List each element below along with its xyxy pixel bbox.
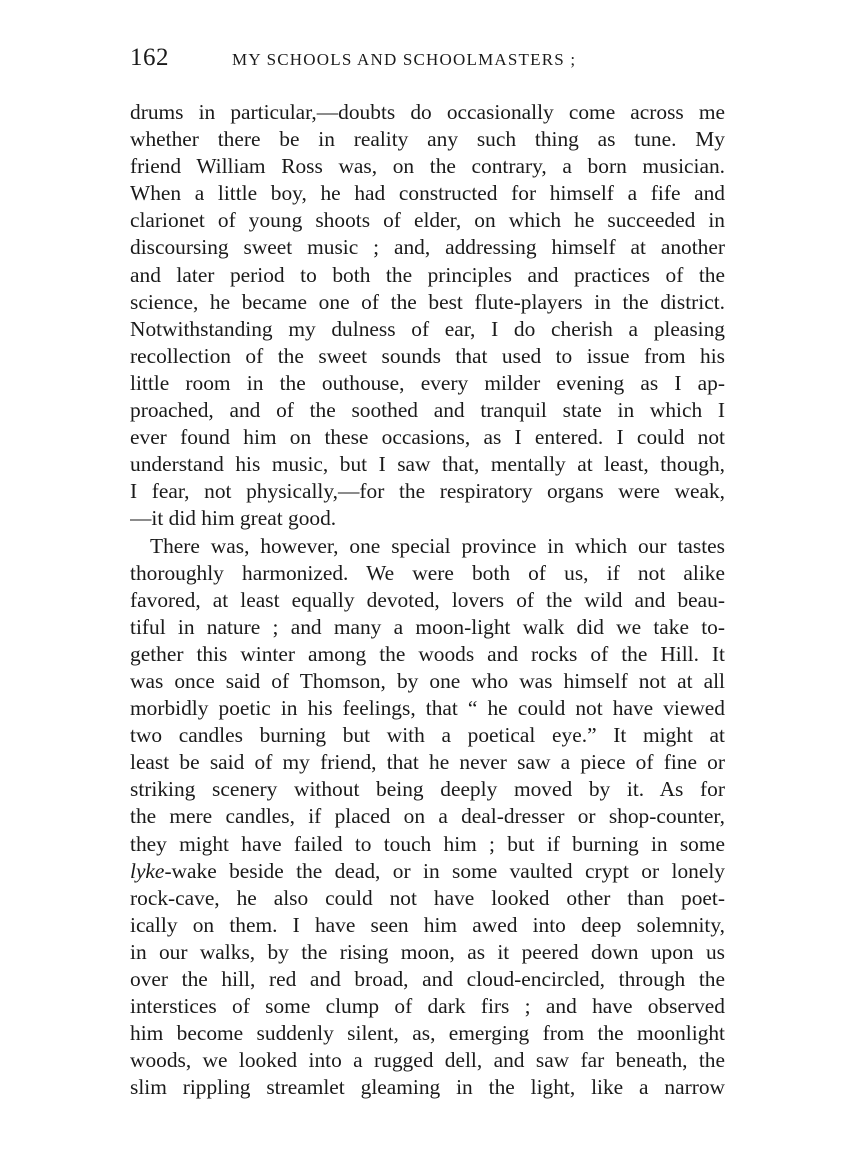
text-line: over the hill, red and broad, and cloud-encircled, through the	[130, 967, 725, 991]
text-line: There was, however, one special province in which our tastes	[150, 533, 725, 558]
text-line: two candles burning but with a poetical eye.” It might at	[130, 723, 725, 748]
book-page	[130, 42, 725, 1101]
text-line: I fear, not physically,—for the respiratory organs were weak,	[130, 479, 725, 504]
body-text	[130, 99, 725, 1101]
text-line: thoroughly harmonized. We were both of us, if not alike	[130, 560, 725, 585]
text-line: morbidly poetic in his feelings, that “ he could not have viewed	[130, 696, 725, 721]
text-line: striking scenery without being deeply moved by it. As for	[130, 777, 725, 802]
text-line: him become suddenly silent, as, emerging from the moonlight	[130, 1021, 725, 1046]
paragraph-2	[130, 533, 725, 1102]
text-line: whether there be in reality any such thing as tune. My	[130, 127, 725, 152]
text-line: recollection of the sweet sounds that used to issue from his	[130, 343, 725, 368]
text-line: interstices of some clump of dark firs ; and have observed	[130, 994, 725, 1019]
text-line: little room in the outhouse, every milder evening as I ap-	[130, 370, 725, 395]
text-line: the mere candles, if placed on a deal-dresser or shop-counter,	[130, 804, 725, 829]
text-line: and later period to both the principles and practices of the	[130, 262, 725, 287]
text-line: clarionet of young shoots of elder, on which he succeeded in	[130, 208, 725, 233]
text-line: they might have failed to touch him ; but if burning in some	[130, 831, 725, 856]
running-head	[130, 42, 725, 82]
text-line: slim rippling streamlet gleaming in the light, like a narrow	[130, 1075, 725, 1100]
text-line: proached, and of the soothed and tranquil state in which I	[130, 398, 725, 423]
text-line: understand his music, but I saw that, mentally at least, though,	[130, 452, 725, 477]
text-line: gether this winter among the woods and rocks of the Hill. It	[130, 641, 725, 666]
text-line: science, he became one of the best flute-players in the district.	[130, 289, 725, 314]
text-line: ically on them. I have seen him awed into deep solemnity,	[130, 912, 725, 937]
page-number: 162	[130, 44, 169, 71]
text-line: favored, at least equally devoted, lovers of the wild and beau-	[130, 587, 725, 612]
text-line: rock-cave, he also could not have looked other than poet-	[130, 885, 725, 910]
text-line: When a little boy, he had constructed for himself a fife and	[130, 181, 725, 206]
running-title: MY SCHOOLS AND SCHOOLMASTERS ;	[232, 50, 577, 69]
text-line: Notwithstanding my dulness of ear, I do cherish a pleasing	[130, 316, 725, 341]
text-line: least be said of my friend, that he never saw a piece of fine or	[130, 750, 725, 775]
text-fragment: -wake beside the dead, or in some vaulted crypt or lonely	[164, 858, 725, 883]
text-line: discoursing sweet music ; and, addressing himself at another	[130, 235, 725, 260]
text-line: ever found him on these occasions, as I entered. I could not	[130, 425, 725, 450]
paragraph-1	[130, 99, 725, 533]
text-line: drums in particular,—doubts do occasionally come across me	[130, 100, 725, 124]
text-line: —it did him great good.	[130, 506, 337, 531]
text-line: woods, we looked into a rugged dell, and saw far beneath, the	[130, 1048, 725, 1073]
text-line: friend William Ross was, on the contrary, a born musician.	[130, 154, 725, 179]
text-line: in our walks, by the rising moon, as it peered down upon us	[130, 939, 725, 964]
text-line: tiful in nature ; and many a moon-light walk did we take to-	[130, 614, 725, 639]
italic-word: lyke	[130, 858, 165, 883]
text-line-mixed	[130, 858, 725, 885]
text-line: was once said of Thomson, by one who was himself not at all	[130, 668, 725, 693]
